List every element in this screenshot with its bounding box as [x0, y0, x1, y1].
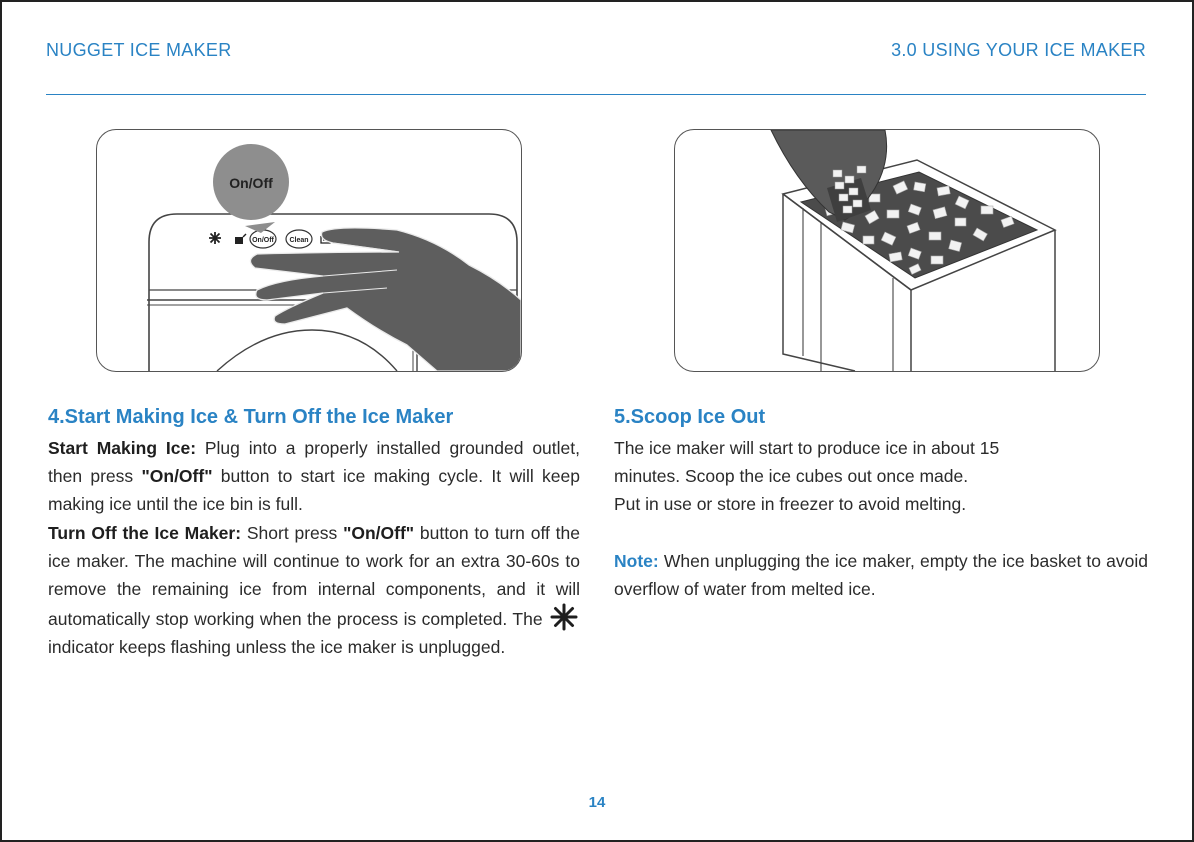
panel-clean-button-label: Clean: [289, 237, 309, 244]
label-separator: :: [235, 522, 242, 543]
note-label: Note:: [614, 550, 659, 571]
note-text: When unplugging the ice maker, empty the ice basket to avoid overflow of water from melted ice.: [614, 550, 1148, 599]
scoop-icon: [771, 130, 887, 222]
callout-label: On/Off: [229, 175, 273, 191]
section-4-body: [48, 434, 580, 662]
turnoff-text-b: button to turn off the ice maker. The machine will continue to work for an extra 30-60s to remove the remaining ice from internal components, and it will automatically stop working when the process is completed. The: [48, 522, 580, 630]
turn-off-label: Turn Off the Ice Maker: [48, 522, 236, 543]
onoff-key-ref: "On/Off": [141, 466, 213, 487]
section-5-title: 5.Scoop Ice Out: [614, 406, 766, 428]
illustration-scoop-ice: [674, 129, 1100, 372]
section-4-title: 4.Start Making Ice & Turn Off the Ice Maker: [48, 406, 454, 428]
onoff-key-ref: "On/Off": [343, 522, 415, 543]
turnoff-text-a: Short press: [241, 522, 344, 543]
header-section-title: 3.0 USING YOUR ICE MAKER: [891, 40, 1146, 60]
note-paragraph: [614, 547, 1148, 603]
snowflake-indicator-icon: [548, 603, 580, 631]
label-separator: :: [190, 438, 197, 458]
paragraph-gap: [614, 519, 1148, 547]
snowflake-icon: [209, 232, 221, 244]
scoop-line-2: minutes. Scoop the ice cubes out once made.: [614, 466, 969, 487]
turnoff-text-c: indicator keeps flashing unless the ice maker is unplugged.: [48, 637, 506, 658]
section-5-body: [614, 434, 1148, 603]
start-making-ice-paragraph: [48, 434, 580, 519]
scoop-ice-illustration: [675, 130, 1099, 371]
header-product-name: NUGGET ICE MAKER: [46, 40, 232, 60]
start-text-a: Plug into a properly installed grounded outlet, then press: [48, 438, 580, 487]
start-text-b: button to start ice making cycle. It will keep making ice until the ice bin is full.: [48, 466, 580, 515]
panel-onoff-button-label: On/Off: [252, 237, 274, 244]
turn-off-paragraph: [48, 519, 580, 662]
ice-maker-control-illustration: [97, 130, 521, 371]
illustration-start-ice: [96, 129, 522, 372]
scoop-line-3: Put in use or store in freezer to avoid melting.: [614, 494, 967, 515]
header-divider: [46, 94, 1146, 95]
scoop-line-1: The ice maker will start to produce ice in about 15: [614, 438, 1000, 458]
page-number: 14: [588, 794, 606, 811]
start-making-ice-label: Start Making Ice: [48, 438, 191, 458]
